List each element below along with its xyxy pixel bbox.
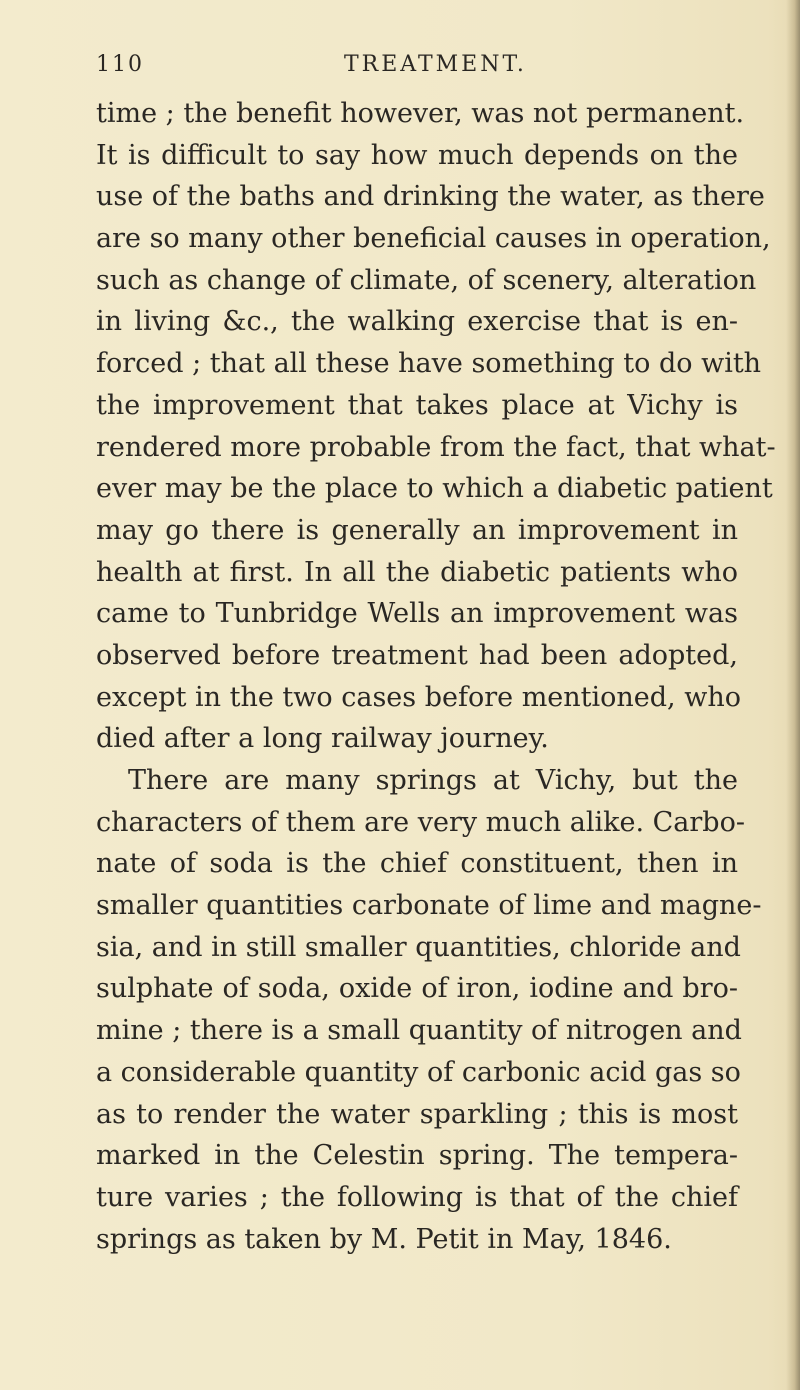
text-line: ture varies ; the following is that of the chief: [96, 1181, 738, 1213]
text-line: the improvement that takes place at Vichy is: [96, 389, 738, 421]
text-line: rendered more probable from the fact, that what-: [96, 431, 776, 463]
text-line: health at first. In all the diabetic patients who: [96, 556, 738, 588]
text-line: a considerable quantity of carbonic acid gas so: [96, 1056, 741, 1088]
text-line: smaller quantities carbonate of lime and magne-: [96, 890, 762, 922]
body-text: [96, 93, 776, 1260]
page-number: 110: [96, 52, 144, 77]
text-line: as to render the water sparkling ; this is most: [96, 1098, 738, 1130]
text-line: ever may be the place to which a diabetic patient: [96, 473, 773, 505]
text-line: use of the baths and drinking the water, as there: [96, 181, 765, 213]
text-line: sulphate of soda, oxide of iron, iodine and bro-: [96, 973, 738, 1005]
text-line: observed before treatment had been adopted,: [96, 639, 738, 671]
text-line: characters of them are very much alike. Carbo-: [96, 806, 745, 838]
text-line: forced ; that all these have something to do with: [96, 348, 762, 380]
text-line: may go there is generally an improvement in: [96, 514, 738, 546]
text-line: time ; the benefit however, was not permanent.: [96, 98, 745, 129]
text-line: It is difficult to say how much depends on the: [96, 139, 738, 171]
text-line: came to Tunbridge Wells an improvement was: [96, 598, 738, 630]
text-line: There are many springs at Vichy, but the: [128, 765, 738, 796]
text-line: died after a long railway journey.: [96, 723, 549, 755]
text-line: springs as taken by M. Petit in May, 1846.: [96, 1223, 672, 1255]
text-line: such as change of climate, of scenery, alteration: [96, 264, 757, 296]
running-title: TREATMENT.: [344, 52, 527, 77]
page-header: [96, 52, 736, 84]
text-line: nate of soda is the chief constituent, then in: [96, 848, 738, 880]
text-line: are so many other beneficial causes in operation,: [96, 223, 771, 255]
text-line: marked in the Celestin spring. The tempera-: [96, 1140, 738, 1172]
text-line: in living &c., the walking exercise that is en-: [96, 306, 738, 338]
text-line: except in the two cases before mentioned, who: [96, 681, 741, 713]
page-edge-shadow: [786, 0, 800, 1390]
text-line: mine ; there is a small quantity of nitrogen and: [96, 1015, 742, 1047]
text-line: sia, and in still smaller quantities, chloride and: [96, 931, 741, 963]
